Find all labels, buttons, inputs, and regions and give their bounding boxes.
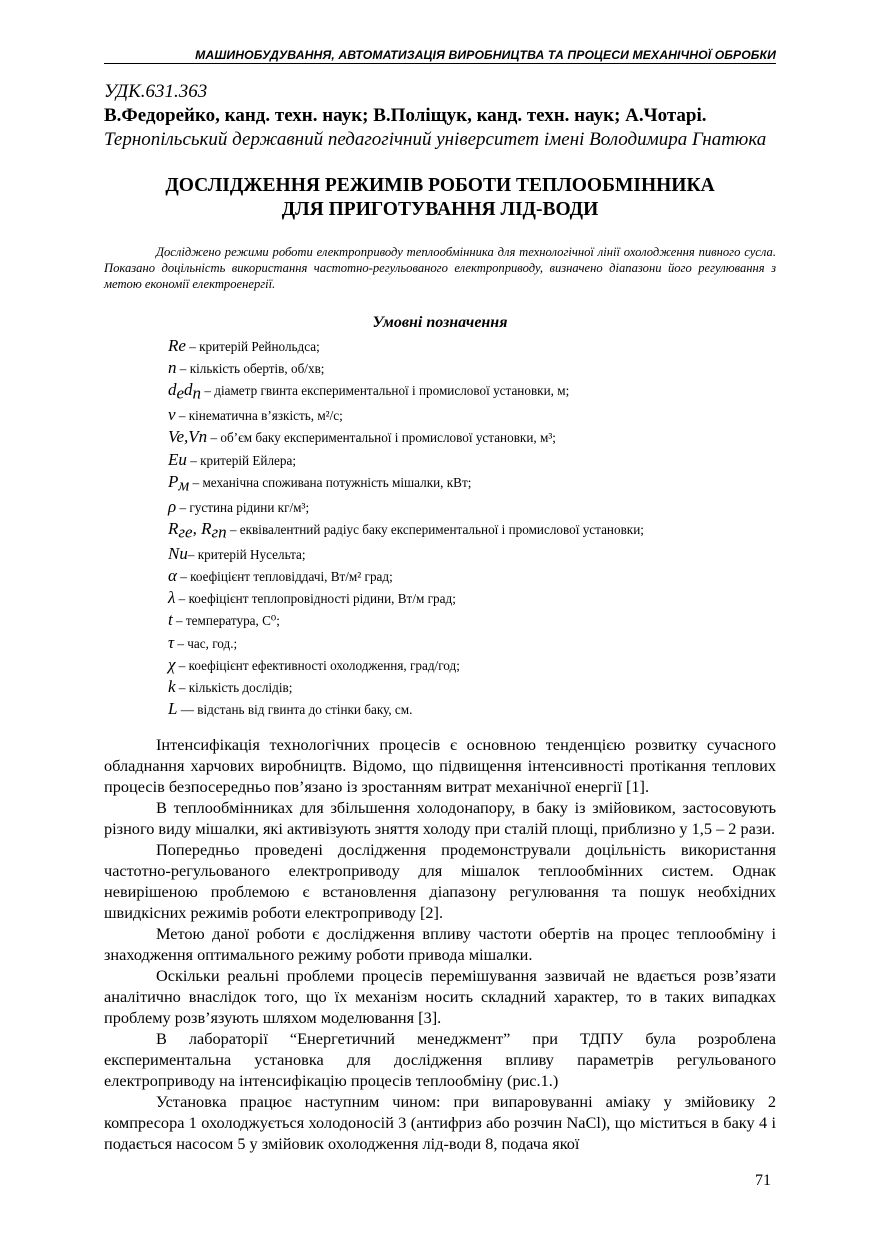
body-paragraph: Метою даної роботи є дослідження впливу частоти обертів на процес теплообміну і знаходження оптимального режиму роботи привода мішалки. — [104, 924, 776, 965]
notation-symbol: k — [168, 676, 176, 696]
notation-description: – еквівалентний радіус баку експериментальної і промислової установки; — [226, 521, 644, 537]
notation-subscript: ге — [178, 522, 193, 542]
notation-symbol: L — [168, 699, 178, 719]
notation-description: – кінематична в’язкість, м²/с; — [175, 408, 343, 424]
abstract: Досліджено режими роботи електроприводу теплообмінника для технологічної лінії охолодження пивного сусла. Показано доцільність використання частотно-регульованого електроприводу, визначено діапазони його регулювання з метою економії електроенергії. — [104, 245, 776, 291]
notation-item — [168, 518, 776, 543]
notation-description: – температура, С⁰; — [172, 613, 280, 629]
notation-item — [168, 543, 776, 565]
notation-symbol: Re — [168, 336, 186, 355]
notation-symbol: Nu — [168, 543, 188, 563]
notation-item — [168, 609, 776, 631]
notation-symbol: t — [168, 610, 173, 630]
notation-list — [168, 335, 776, 720]
notation-symbol: τ — [168, 632, 175, 652]
paper-title — [104, 174, 776, 222]
notation-symbol: χ — [168, 654, 176, 674]
notation-description: – критерій Ейлера; — [186, 452, 297, 468]
notation-symbol: n — [168, 358, 177, 378]
affiliation: Тернопільський державний педагогічний університет імені Володимира Гнатюка — [104, 129, 767, 150]
notation-item — [168, 676, 776, 698]
udk-code: УДК.631.363 — [104, 81, 208, 102]
notation-item — [168, 449, 776, 471]
paper-page — [104, 48, 776, 1154]
notation-symbol: Eu — [168, 449, 187, 469]
body-paragraph: Оскільки реальні проблеми процесів перемішування зазвичай не вдається розв’язати аналітично внаслідок того, що їх механізм носить складний характер, то в таких випадках проблему розв’язують шляхом моделювання [3]. — [104, 966, 776, 1028]
notation-description: — відстань від гвинта до стінки баку, см. — [177, 702, 413, 718]
notation-description: – кількість дослідів; — [175, 679, 293, 695]
notation-item — [168, 426, 776, 448]
notation-description: – діаметр гвинта експериментальної і промислової установки, м; — [201, 383, 570, 399]
notation-item — [168, 471, 776, 496]
page-number: 71 — [755, 1172, 771, 1189]
body-paragraph: Попередньо проведені дослідження продемонстрували доцільність використання частотно-регульованого електроприводу для мішалок теплообмінних систем. Однак невирішеною проблемою є встановлення діапазону регулювання та пошук необхідних швидкісних режимів роботи електроприводу [2]. — [104, 840, 776, 923]
notation-symbol: ρ — [168, 496, 177, 516]
notation-item — [168, 632, 776, 654]
notation-description: – коефіцієнт тепловіддачі, Вт/м² град; — [176, 568, 393, 584]
body-paragraph: Установка працює наступним чином: при випаровуванні аміаку у змійовику 2 компресора 1 охолоджується холодоносій 3 (антифриз або розчин NaCl), що міститься в баку 4 і подається насосом 5 у змійовик охолодження лід-води 8, подача якої — [104, 1092, 776, 1154]
notation-item — [168, 335, 776, 357]
notation-subscript: e — [176, 384, 185, 404]
notation-description: – кількість обертів, об/хв; — [176, 361, 325, 377]
notation-description: – механічна споживана потужність мішалки, кВт; — [189, 474, 472, 490]
body-text — [104, 734, 776, 1154]
notation-symbol: R — [168, 518, 179, 538]
notation-item — [168, 404, 776, 426]
body-paragraph: В лабораторії “Енергетичний менеджмент” при ТДПУ була розроблена експериментальна установка для дослідження впливу параметрів регульованого електроприводу на інтенсифікацію процесів теплообміну (рис.1.) — [104, 1029, 776, 1091]
notation-symbol: Ve,Vn — [168, 427, 208, 447]
notation-description: – критерій Нусельта; — [187, 546, 306, 562]
notation-description: – коефіцієнт ефективності охолодження, град/год; — [175, 657, 460, 673]
notation-item — [168, 357, 776, 379]
title-line-2: ДЛЯ ПРИГОТУВАННЯ ЛІД-ВОДИ — [281, 199, 599, 220]
notation-item — [168, 379, 776, 404]
notation-description: – об’єм баку експериментальної і промислової установки, м³; — [207, 430, 556, 446]
body-paragraph: Інтенсифікація технологічних процесів є основною тенденцією розвитку сучасного обладнання харчових виробництв. Відомо, що підвищення інтенсивності протікання теплових процесів безпосередньо пов’язано із зростанням витрат механічної енергії [1]. — [104, 735, 776, 797]
notation-symbol: d — [168, 380, 177, 400]
notation-symbol-2: d — [184, 380, 193, 400]
notation-heading: Умовні позначення — [372, 314, 508, 331]
notation-item — [168, 698, 776, 720]
notation-symbol: ν — [168, 405, 176, 425]
notation-symbol: λ — [168, 588, 176, 608]
notation-description: – густина рідини кг/м³; — [176, 499, 310, 515]
notation-description: – коефіцієнт теплопровідності рідини, Вт/м град; — [175, 591, 456, 607]
body-paragraph: В теплообмінниках для збільшення холодонапору, в баку із змійовиком, застосовують різного виду мішалки, які активізують зняття холоду при сталій площі, приблизно у 1,5 – 2 рази. — [104, 798, 776, 839]
notation-subscript-2: n — [192, 384, 202, 404]
running-head: МАШИНОБУДУВАННЯ, АВТОМАТИЗАЦІЯ ВИРОБНИЦТВА ТА ПРОЦЕСИ МЕХАНІЧНОЇ ОБРОБКИ — [104, 48, 776, 64]
authors: В.Федорейко, канд. техн. наук; В.Поліщук, канд. техн. наук; А.Чотарі. — [104, 105, 707, 126]
notation-subscript: м — [178, 475, 190, 495]
notation-item — [168, 587, 776, 609]
notation-item — [168, 654, 776, 676]
notation-item — [168, 565, 776, 587]
notation-symbol-2: , R — [192, 518, 212, 538]
notation-symbol: α — [168, 565, 177, 585]
notation-item — [168, 496, 776, 518]
title-line-1: ДОСЛІДЖЕННЯ РЕЖИМІВ РОБОТИ ТЕПЛООБМІННИКА — [165, 175, 715, 196]
notation-subscript-2: гп — [211, 522, 227, 542]
notation-symbol: P — [168, 471, 179, 491]
notation-description: – критерій Рейнольдса; — [185, 339, 320, 354]
notation-description: – час, год.; — [174, 635, 238, 651]
